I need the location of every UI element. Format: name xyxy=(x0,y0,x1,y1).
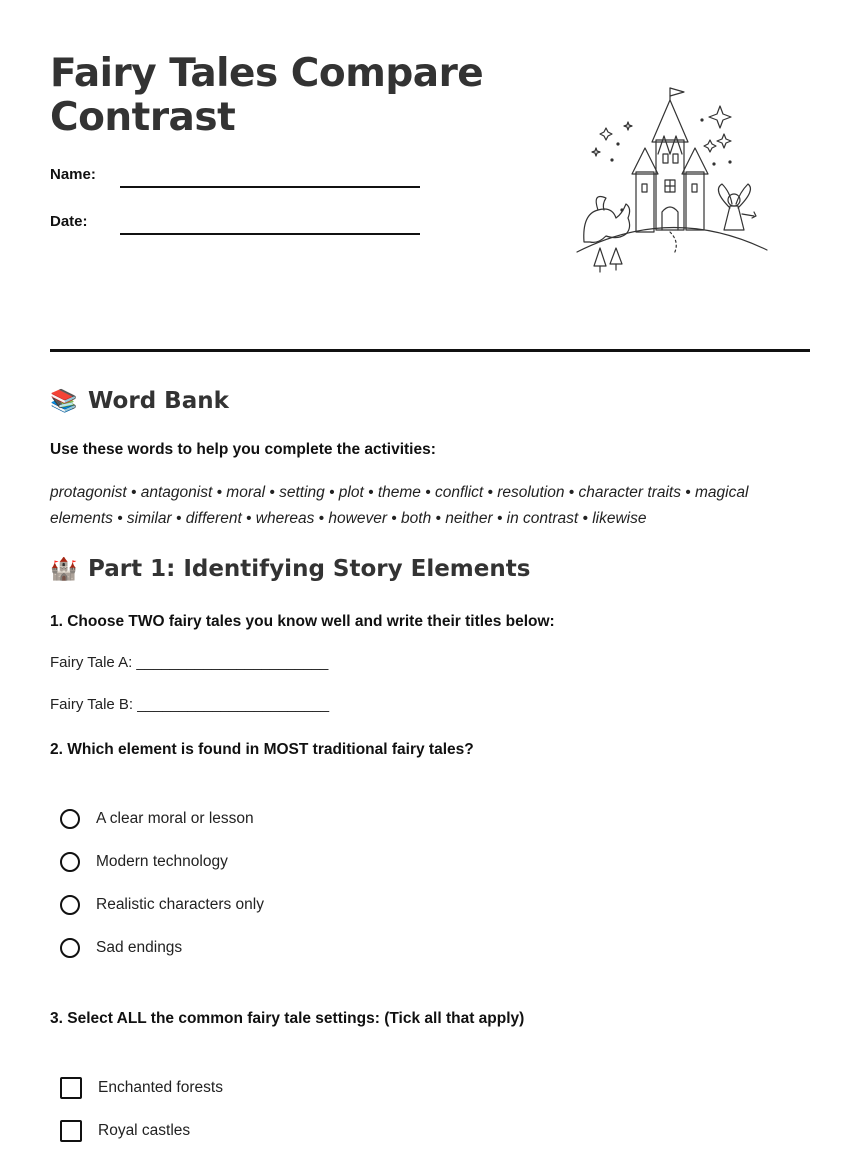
word-bank-words-line-1: protagonist • antagonist • moral • setting • plot • theme • conflict • resolution • character traits • magical xyxy=(50,484,749,501)
q2-option-label: Realistic characters only xyxy=(96,896,264,913)
date-input-line[interactable] xyxy=(120,233,420,235)
q2-option-label: A clear moral or lesson xyxy=(96,810,254,827)
word-bank-words xyxy=(50,480,810,532)
word-bank-instruction: Use these words to help you complete the activities: xyxy=(50,441,436,458)
q2-option-2[interactable] xyxy=(60,849,228,875)
question-1-prompt: 1. Choose TWO fairy tales you know well and write their titles below: xyxy=(50,613,555,630)
title-line-1: Fairy Tales Compare xyxy=(50,51,484,96)
radio-button[interactable] xyxy=(60,809,80,829)
q3-option-1[interactable] xyxy=(60,1075,223,1101)
books-icon: 📚 xyxy=(50,388,78,414)
word-bank-heading xyxy=(50,388,229,414)
name-field xyxy=(50,166,430,194)
q3-option-label: Enchanted forests xyxy=(98,1079,223,1096)
q3-option-2[interactable] xyxy=(60,1118,190,1144)
radio-button[interactable] xyxy=(60,895,80,915)
question-3-prompt: 3. Select ALL the common fairy tale settings: (Tick all that apply) xyxy=(50,1010,525,1027)
name-input-line[interactable] xyxy=(120,186,420,188)
part1-heading-text: Part 1: Identifying Story Elements xyxy=(88,556,531,582)
word-bank-words-line-2: elements • similar • different • whereas • however • both • neither • in contrast • likewise xyxy=(50,510,647,527)
castle-dragon-fairy-illustration xyxy=(572,84,772,274)
part1-heading xyxy=(50,556,530,582)
question-2-prompt: 2. Which element is found in MOST traditional fairy tales? xyxy=(50,741,474,758)
checkbox[interactable] xyxy=(60,1120,82,1142)
fairy-tale-a-line[interactable]: Fairy Tale A: _______________________ xyxy=(50,654,329,671)
q2-option-4[interactable] xyxy=(60,935,182,961)
q2-option-1[interactable] xyxy=(60,806,254,832)
date-field xyxy=(50,213,430,241)
castle-icon: 🏰 xyxy=(50,556,78,582)
q2-option-3[interactable] xyxy=(60,892,264,918)
header-divider xyxy=(50,349,810,352)
q2-option-label: Modern technology xyxy=(96,853,228,870)
radio-button[interactable] xyxy=(60,938,80,958)
q2-option-label: Sad endings xyxy=(96,939,183,956)
worksheet-page xyxy=(50,0,810,1161)
checkbox[interactable] xyxy=(60,1077,82,1099)
q3-option-label: Royal castles xyxy=(98,1122,191,1139)
date-label: Date: xyxy=(50,213,88,230)
title-line-2: Contrast xyxy=(50,95,236,140)
worksheet-title xyxy=(50,52,520,140)
radio-button[interactable] xyxy=(60,852,80,872)
fairy-tale-b-line[interactable]: Fairy Tale B: _______________________ xyxy=(50,696,330,713)
name-label: Name: xyxy=(50,166,96,183)
word-bank-heading-text: Word Bank xyxy=(88,388,229,414)
